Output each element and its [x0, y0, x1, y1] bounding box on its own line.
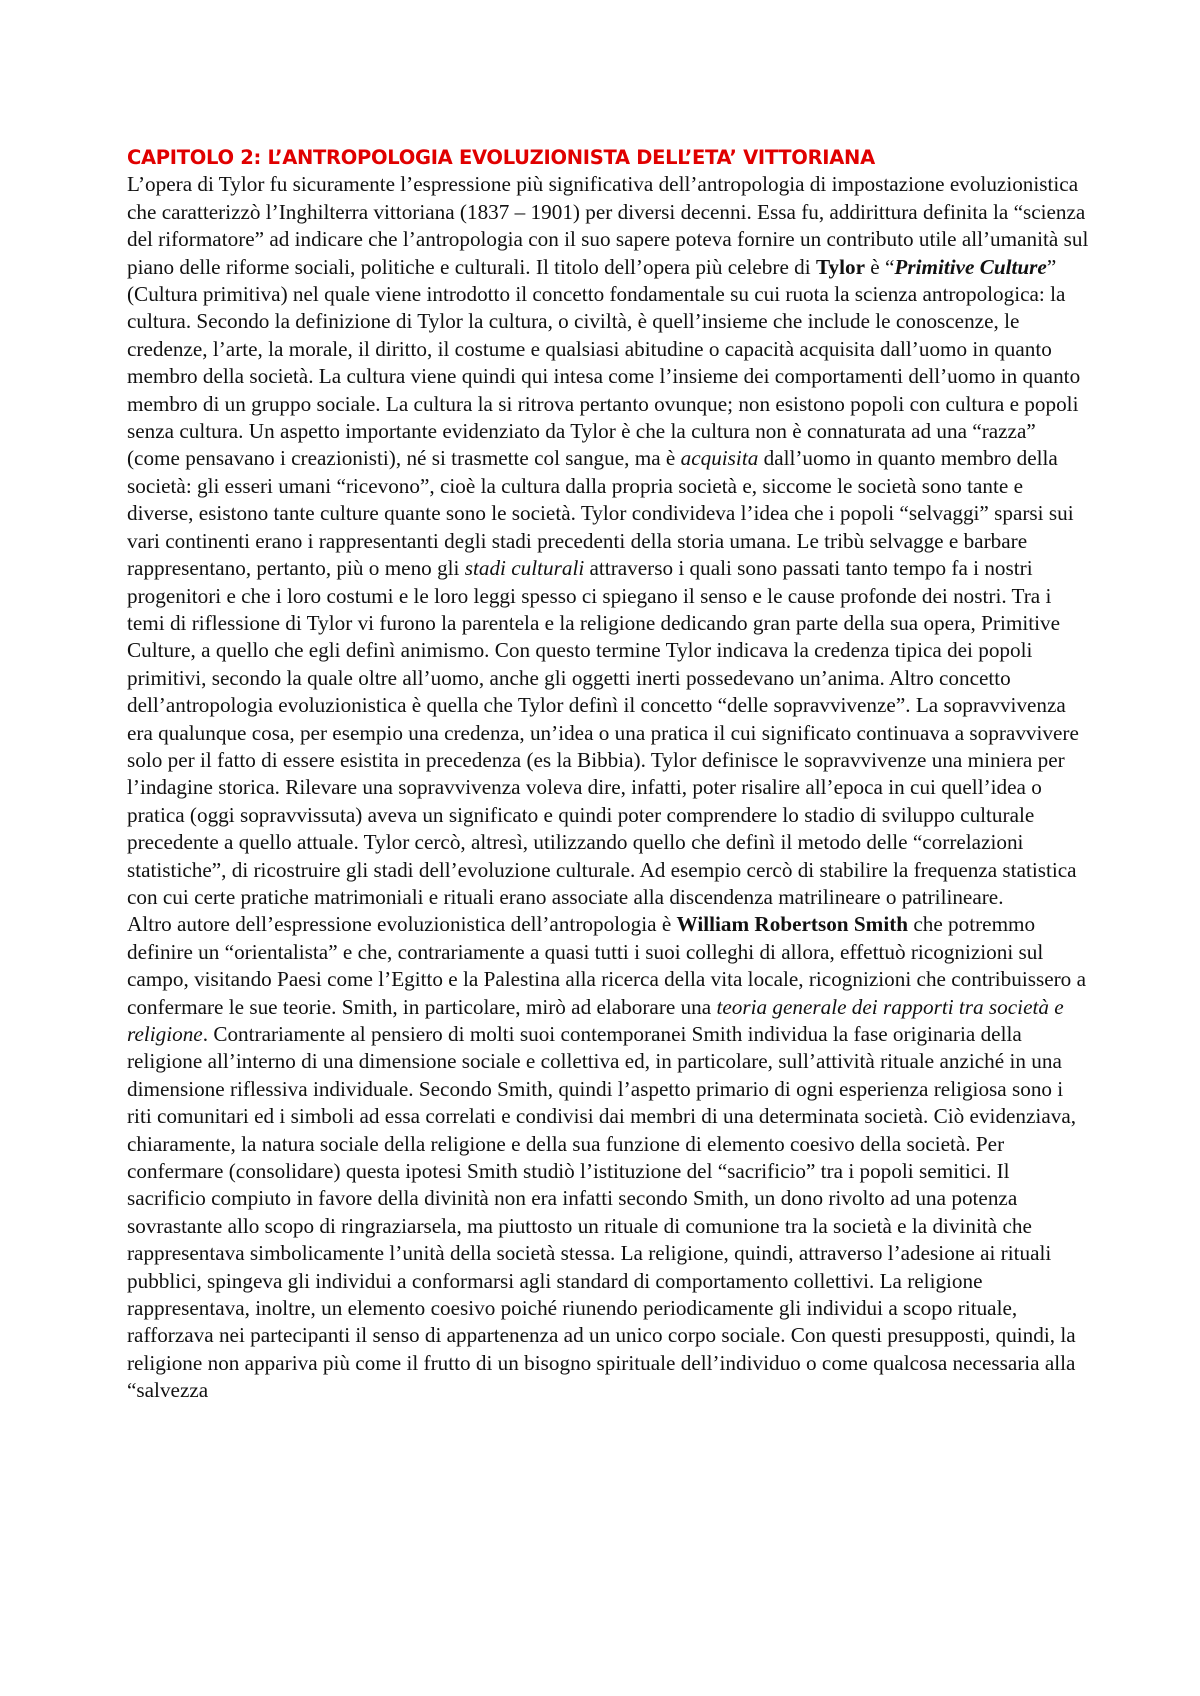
author-name-smith: William Robertson Smith	[676, 912, 909, 937]
chapter-title: CAPITOLO 2: L’ANTROPOLOGIA EVOLUZIONISTA DELL’ETA’ VITTORIANA	[127, 146, 875, 169]
paragraph-text: è “	[864, 254, 895, 279]
work-title-primitive-culture: Primitive Culture	[894, 254, 1047, 279]
paragraph-text: L’opera di Tylor fu sicuramente l’espressione più significativa dell’antropologia di impostazione evoluzionistica che caratterizzò l’Inghilterra vittoriana (1837 – 1901) per diversi decenni. Essa fu, addirittura definita la “scienza del riformatore” ad indicare che l’antropologia con il suo sapere poteva fornire un contributo utile all’umanità sul piano delle riforme sociali, politiche e culturali. Il titolo dell’opera più celebre di	[127, 172, 1089, 279]
paragraph-text: attraverso i quali sono passati tanto tempo fa i nostri progenitori e che i loro costumi e le loro leggi spesso ci spiegano il senso e le cause profonde dei nostri. Tra i temi di riflessione di Tylor vi furono la parentela e la religione dedicando gran parte della sua opera, Primitive Culture, a quello che egli definì animismo. Con questo termine Tylor indicava la credenza tipica dei popoli primitivi, secondo la quale oltre all’uomo, anche gli oggetti inerti possedevano un’anima. Altro concetto dell’antropologia evoluzionistica è quella che Tylor definì il concetto “delle sopravvivenze”. La sopravvivenza era qualunque cosa, per esempio una credenza, un’idea o una pratica il cui significato continuava a sopravvivere solo per il fatto di essere esistita in precedenza (es la Bibbia). Tylor definisce le sopravvivenze una miniera per l’indagine storica. Rilevare una sopravvivenza voleva dire, infatti, poter risalire all’epoca in cui quell’idea o pratica (oggi sopravvissuta) aveva un significato e quindi poter comprendere lo stadio di sviluppo culturale precedente a quello attuale. Tylor cercò, altresì, utilizzando quello che definì il metodo delle “correlazioni statistiche”, di ricostruire gli stadi dell’evoluzione culturale. Ad esempio cercò di stabilire la frequenza statistica con cui certe pratiche matrimoniali e rituali erano associate alla discendenza matrilineare o patrilineare.	[127, 556, 1079, 909]
paragraph-text: ” (Cultura primitiva) nel quale viene introdotto il concetto fondamentale su cui ruota la scienza antropologica: la cultura. Secondo la definizione di Tylor la cultura, o civiltà, è quell’insieme che include le conoscenze, le credenze, l’arte, la morale, il diritto, il costume e qualsiasi abitudine o capacità acquisita dall’uomo in quanto membro della società. La cultura viene quindi qui intesa come l’insieme dei comportamenti dell’uomo in quanto membro di un gruppo sociale. La cultura la si ritrova pertanto ovunque; non esistono popoli con cultura e popoli senza cultura. Un aspetto importante evidenziato da Tylor è che la cultura non è connaturata ad una “razza” (come pensavano i creazionisti), né si trasmette col sangue, ma è	[127, 254, 1081, 471]
emphasis-acquisita: acquisita	[680, 446, 759, 471]
paragraph-text: . Contrariamente al pensiero di molti suoi contemporanei Smith individua la fase originaria della religione all’interno di una dimensione sociale e collettiva ed, in particolare, sull’attività rituale anziché in una dimensione riflessiva individuale. Secondo Smith, quindi l’aspetto primario di ogni esperienza religiosa sono i riti comunitari ed i simboli ad essa correlati e condivisi dai membri di una determinata società. Ciò evidenziava, chiaramente, la natura sociale della religione e della sua funzione di elemento coesivo della società. Per confermare (consolidare) questa ipotesi Smith studiò l’istituzione del “sacrificio” tra i popoli semitici. Il sacrificio compiuto in favore della divinità non era infatti secondo Smith, un dono rivolto ad una potenza sovrastante allo scopo di ringraziarsela, ma piuttosto un rituale di comunione tra la società e la divinità che rappresentava simbolicamente l’unità della società stessa. La religione, quindi, attraverso l’adesione ai rituali pubblici, spingeva gli individui a conformarsi agli standard di comportamento collettivi. La religione rappresentava, inoltre, un elemento coesivo poiché riunendo periodicamente gli individui a scopo rituale, rafforzava nei partecipanti il senso di appartenenza ad un unico corpo sociale. Con questi presupposti, quindi, la religione non appariva più come il frutto di un bisogno spirituale dell’individuo o come qualcosa necessaria alla “salvezza	[127, 1022, 1077, 1403]
paragraph-text: che potremmo definire un “orientalista” e che, contrariamente a quasi tutti i suoi colleghi di allora, effettuò ricognizioni sul campo, visitando Paesi come l’Egitto e la Palestina alla ricerca della vita locale, ricognizioni che contribuissero a confermare le sue teorie. Smith, in particolare, mirò ad elaborare una	[127, 912, 1086, 1019]
paragraph-tylor	[127, 171, 1093, 911]
document-page	[127, 144, 1093, 1405]
paragraph-text: dall’uomo in quanto membro della società: gli esseri umani “ricevono”, cioè la cultura dalla propria società e, siccome le società sono tante e diverse, esistono tante culture quante sono le società. Tylor condivideva l’idea che i popoli “selvaggi” sparsi sui vari continenti erano i rappresentanti degli stadi precedenti della storia umana. Le tribù selvagge e barbare rappresentano, pertanto, più o meno gli	[127, 446, 1074, 581]
paragraph-text: Altro autore dell’espressione evoluzionistica dell’antropologia è	[127, 912, 677, 937]
author-name-tylor: Tylor	[815, 254, 865, 279]
emphasis-stadi-culturali: stadi culturali	[464, 556, 585, 581]
emphasis-teoria-generale: teoria generale dei rapporti tra società e religione	[127, 994, 1064, 1046]
paragraph-smith	[127, 911, 1093, 1404]
